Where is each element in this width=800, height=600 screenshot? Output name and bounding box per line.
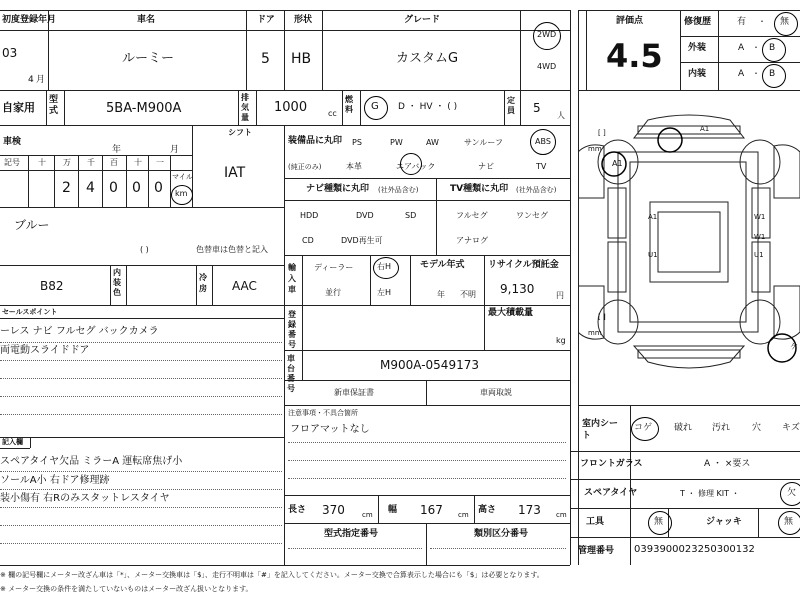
spare-missing: 欠 xyxy=(787,488,797,498)
navi-sd: SD xyxy=(405,211,417,220)
import-dealer: ディーラー xyxy=(314,263,354,272)
equip-leather: 本革 xyxy=(346,162,362,171)
mileage-digit: 0 xyxy=(154,180,163,196)
displacement-value: 1000 xyxy=(274,100,308,115)
jack-label: ジャッキ xyxy=(706,517,742,527)
navi-hdd: HDD xyxy=(300,211,319,220)
recycle-label: リサイクル預託金 xyxy=(488,260,559,270)
digit-label: 十 xyxy=(38,158,46,167)
mileage-digit: 4 xyxy=(86,180,95,196)
right-h: 右H xyxy=(377,262,392,271)
equip-aw: AW xyxy=(426,138,439,147)
footer-note: ※ 欄の記号欄にメーター改ざん車は「*」、メーター交換車は「$」、走行不明車は「#」を記入してください。メーター交換で合算表示した場合にも「$」は必要となります。 xyxy=(0,571,544,579)
fuel-g: G xyxy=(371,101,379,112)
jack-none: 無 xyxy=(784,517,794,527)
month-unit: 月 xyxy=(36,75,46,85)
sep-dot: ・ xyxy=(752,43,760,52)
navi-cd: CD xyxy=(302,236,314,245)
drive-2wd: 2WD xyxy=(537,30,557,39)
chassis-label: 車台番号 xyxy=(287,354,295,393)
exterior-a: A xyxy=(738,43,745,53)
sales-point-line: 両電動スライドドア xyxy=(0,345,90,356)
manual-label: 車両取説 xyxy=(480,388,512,397)
equip-pw: PW xyxy=(390,138,403,147)
width-label: 幅 xyxy=(388,505,398,515)
reg-date-label: 初度登録年月 xyxy=(2,15,57,25)
note-line: 装小傷有 右Rのみスタットレスタイヤ xyxy=(0,493,170,504)
interior-sheet-label: 室内シート xyxy=(582,419,619,441)
fuel-options: D ・ HV ・ ( ) xyxy=(398,102,458,112)
door-label: ドア xyxy=(257,15,275,25)
mm-top: mm xyxy=(588,145,602,153)
interior-color-label: 内装色 xyxy=(113,268,121,297)
max-load-unit: kg xyxy=(556,336,566,345)
tv-title: TV種類に丸印 xyxy=(450,184,509,194)
interior-scratch: キズ xyxy=(782,423,800,433)
mile-label: マイル xyxy=(172,173,193,181)
digit-label: 一 xyxy=(156,158,164,167)
caution-value: フロアマットなし xyxy=(290,424,370,435)
equip-abs: ABS xyxy=(535,137,551,146)
shape-label: 形状 xyxy=(294,15,313,25)
ac-value: AAC xyxy=(232,279,257,293)
model-year-unit: 年 xyxy=(437,290,445,299)
notes-label: 記入欄 xyxy=(2,438,23,446)
interior-label: 内装 xyxy=(688,69,707,79)
caution-label: 注意事項・不具合箇所 xyxy=(288,409,358,417)
ac-label: 冷房 xyxy=(199,273,207,293)
shape-value: HB xyxy=(291,51,312,67)
tools-none: 無 xyxy=(654,517,664,527)
recycle-yen: 円 xyxy=(556,291,564,300)
digit-label: 千 xyxy=(87,158,95,167)
max-load-label: 最大積載量 xyxy=(488,308,534,318)
sales-point-line: ーレス ナビ フルセグ バックカメラ xyxy=(0,326,159,337)
warranty-label: 新車保証書 xyxy=(334,388,374,397)
height-unit: cm xyxy=(556,511,567,519)
interior-koge: コゲ xyxy=(634,423,653,433)
footer-note: ※ メーター交換の条件を満たしていないものはメーター改ざん扱いとなります。 xyxy=(0,585,253,593)
model-year-unknown: 不明 xyxy=(460,290,476,299)
frame-right xyxy=(570,10,571,565)
damage-mark: A1 xyxy=(612,159,623,168)
damage-mark: A1 xyxy=(648,213,658,221)
repair-dot: ・ xyxy=(758,17,766,26)
door-count: 5 xyxy=(261,51,270,67)
shift-label: シフト xyxy=(228,128,252,137)
interior-tear: 破れ xyxy=(674,423,693,433)
color-code: B82 xyxy=(40,279,64,293)
fuel-label: 燃料 xyxy=(345,95,353,114)
note-line: ソールA小 右ドア修理跡 xyxy=(0,475,110,486)
symbol-label: 記号 xyxy=(4,158,20,167)
color-note: 色替車は色替と記入 xyxy=(196,245,268,254)
tv-fullseg: フルセグ xyxy=(456,211,488,220)
tv-oneseg: ワンセグ xyxy=(516,211,548,220)
damage-mark: U1 xyxy=(648,251,658,259)
windshield-label: フロントガラス xyxy=(580,459,643,469)
equip-airbag: エアバック xyxy=(396,162,436,171)
digit-label: 百 xyxy=(110,158,118,167)
shift-value: IAT xyxy=(224,165,246,181)
mileage-digit: 0 xyxy=(132,180,141,196)
displacement-label: 排気量 xyxy=(241,93,249,122)
equip-navi: ナビ xyxy=(478,162,494,171)
tv-analog: アナログ xyxy=(456,236,488,245)
color-value: ブルー xyxy=(14,218,50,232)
width-value: 167 xyxy=(420,503,443,517)
damage-mark: A1 xyxy=(700,125,710,133)
equipment-title: 装備品に丸印 xyxy=(288,136,343,146)
equipment-sub: (純正のみ) xyxy=(288,163,322,171)
class-no-label: 類別区分番号 xyxy=(474,529,529,539)
tv-sub: (社外品含む) xyxy=(516,186,557,194)
type-cert-label: 型式指定番号 xyxy=(324,529,379,539)
exterior-label: 外装 xyxy=(688,43,707,53)
equip-sunroof: サンルーフ xyxy=(464,138,503,147)
frame-top xyxy=(0,10,570,11)
height-value: 173 xyxy=(518,503,541,517)
note-line: スペアタイヤ欠品 ミラーA 運転席焦げ小 xyxy=(0,456,183,467)
equip-tv: TV xyxy=(536,162,547,171)
km-label: km xyxy=(175,189,188,198)
damage-mark: W1 xyxy=(754,213,766,221)
reg-no-label: 登録番号 xyxy=(288,310,296,349)
car-name: ルーミー xyxy=(122,51,175,66)
model-label: 型式 xyxy=(49,95,59,116)
car-name-label: 車名 xyxy=(137,15,156,25)
navi-dvd: DVD xyxy=(356,211,374,220)
import-parallel: 並行 xyxy=(325,288,341,297)
repair-label: 修復歴 xyxy=(684,17,712,27)
equip-ps: PS xyxy=(352,138,362,147)
capacity-unit: 人 xyxy=(557,111,565,120)
recycle-value: 9,130 xyxy=(500,282,535,296)
repair-no: 無 xyxy=(780,17,790,27)
score-value: 4.5 xyxy=(606,37,663,75)
spare-label: スペアタイヤ xyxy=(584,488,638,498)
mgmt-number: 0393900023250300132 xyxy=(634,544,755,555)
capacity-label: 定員 xyxy=(507,96,515,115)
spare-options: T ・ 修理 KIT ・ xyxy=(680,489,740,498)
interior-dirt: 汚れ xyxy=(712,423,731,433)
digit-label: 万 xyxy=(63,158,71,167)
mgmt-label: 管理番号 xyxy=(578,546,615,556)
reg-year: 03 xyxy=(2,46,18,60)
grade-label: グレード xyxy=(404,15,441,25)
length-label: 長さ xyxy=(288,505,307,515)
mm-bottom: mm xyxy=(588,329,602,337)
width-unit: cm xyxy=(458,511,469,519)
model-value: 5BA-M900A xyxy=(106,101,182,116)
capacity-value: 5 xyxy=(533,101,541,115)
interior-a: A xyxy=(738,69,745,79)
chassis-value: M900A-0549173 xyxy=(380,358,479,372)
repair-yes: 有 xyxy=(737,17,747,27)
drive-4wd: 4WD xyxy=(537,62,557,71)
height-label: 高さ xyxy=(478,505,497,515)
shaken-month-unit: 月 xyxy=(170,145,180,155)
damage-mark: ケ xyxy=(790,342,798,351)
reg-month: 4 xyxy=(28,75,34,85)
windshield-value: A ・ ×要ス xyxy=(704,459,751,469)
color-paren: ( ) xyxy=(140,245,149,254)
shaken-year-unit: 年 xyxy=(112,145,122,155)
grade-value: カスタムG xyxy=(396,51,459,66)
navi-sub: (社外品含む) xyxy=(378,186,419,194)
use-type: 自家用 xyxy=(2,101,35,114)
model-year-label: モデル年式 xyxy=(420,260,465,270)
bracket-top: [ ] xyxy=(598,129,606,137)
navi-dvd-play: DVD再生可 xyxy=(341,236,383,245)
digit-label: 十 xyxy=(134,158,142,167)
interior-hole: 穴 xyxy=(752,423,762,433)
sales-points-label: セールスポイント xyxy=(2,308,58,316)
damage-mark: W1 xyxy=(754,233,766,241)
import-label: 輸入車 xyxy=(288,263,296,294)
left-h: 左H xyxy=(377,288,392,297)
length-unit: cm xyxy=(362,511,373,519)
interior-b: B xyxy=(769,69,776,79)
mileage-digit: 2 xyxy=(62,180,71,196)
frame-top-right xyxy=(578,10,800,11)
length-value: 370 xyxy=(322,503,345,517)
shaken-label: 車検 xyxy=(3,137,22,147)
car-damage-diagram xyxy=(578,92,800,404)
tools-label: 工具 xyxy=(586,517,605,527)
mileage-digit: 0 xyxy=(109,180,118,196)
exterior-b: B xyxy=(769,43,776,53)
navi-title: ナビ種類に丸印 xyxy=(306,184,370,194)
score-label: 評価点 xyxy=(616,16,644,26)
sep-dot: ・ xyxy=(752,69,760,78)
bracket-bottom: [ ] xyxy=(598,313,606,321)
displacement-unit: cc xyxy=(328,109,337,118)
damage-mark: U1 xyxy=(754,251,764,259)
